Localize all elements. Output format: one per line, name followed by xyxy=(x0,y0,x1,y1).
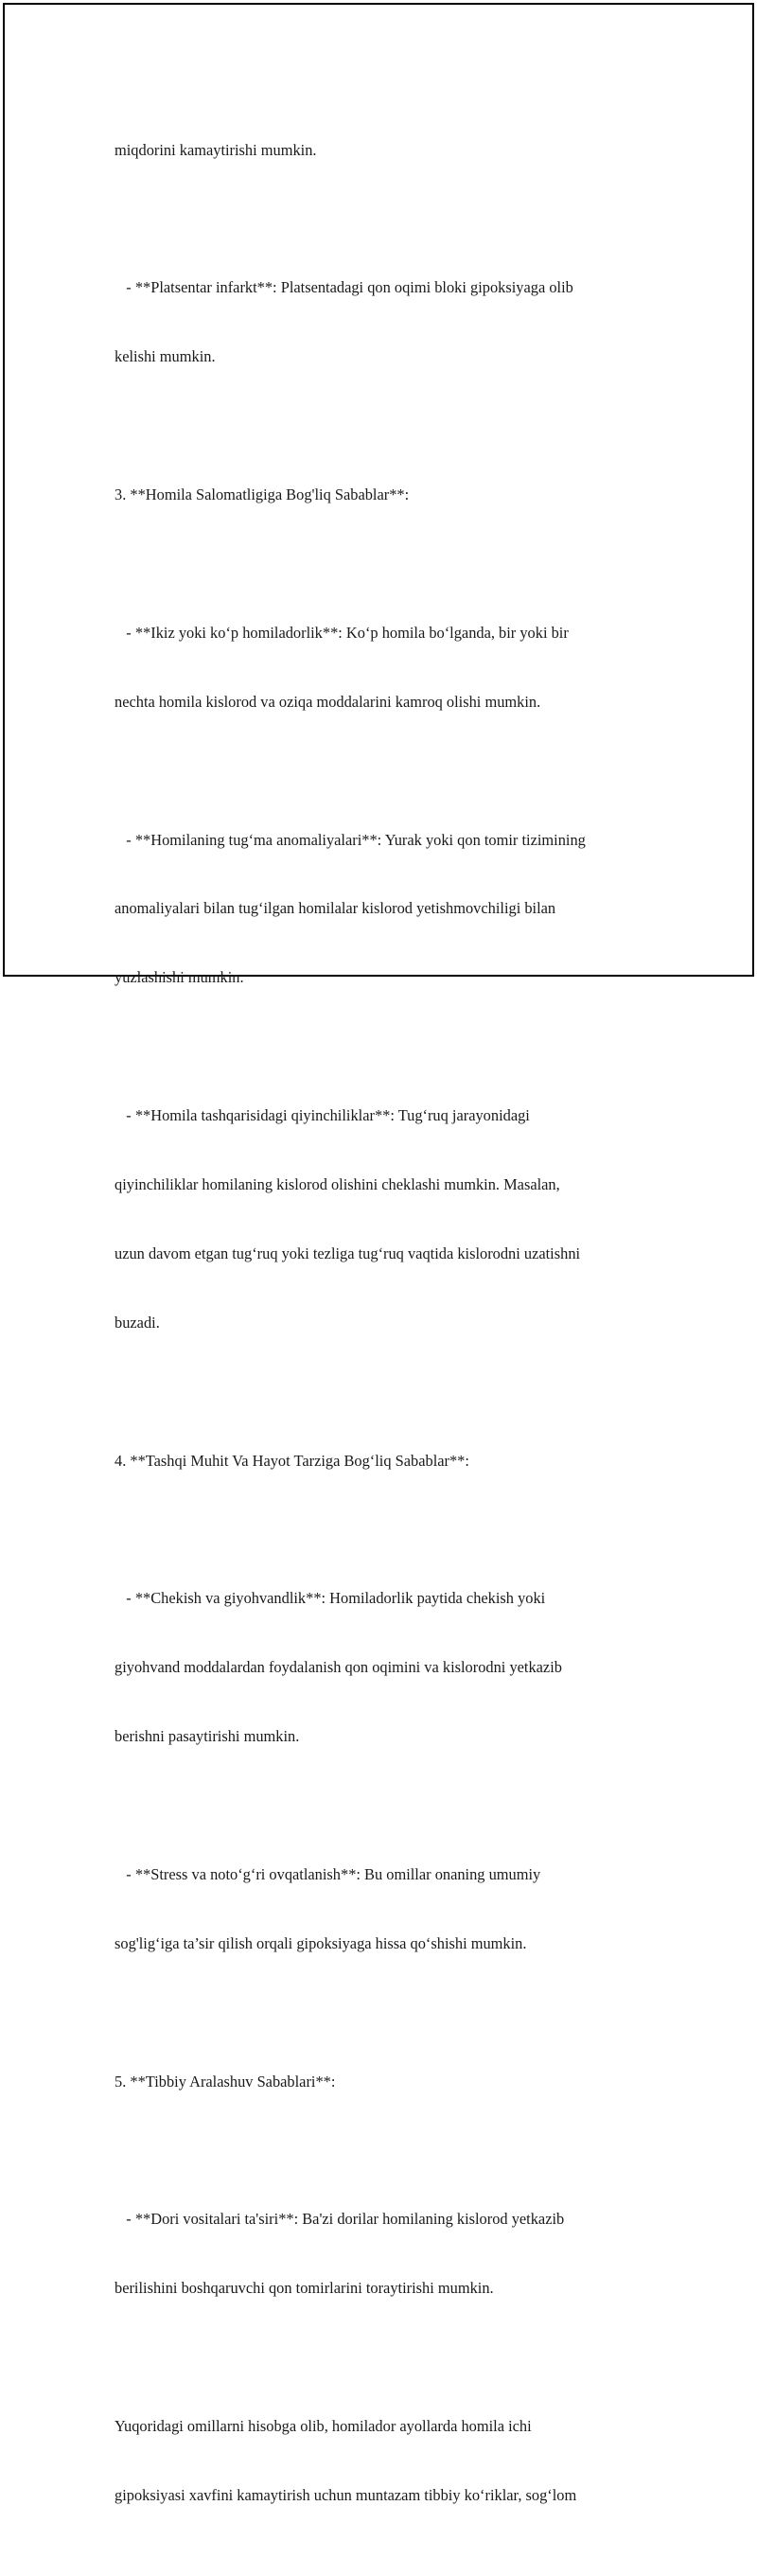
text-line: qiyinchiliklar homilaning kislorod olishini cheklashi mumkin. Masalan, xyxy=(114,1174,560,1193)
text-line: nechta homila kislorod va oziqa moddalarini kamroq olishi mumkin. xyxy=(114,692,541,711)
text-line: giyohvand moddalardan foydalanish qon oqimini va kislorodni yetkazib xyxy=(114,1658,562,1677)
paragraph-ikiz-homiladorlik xyxy=(114,575,663,759)
text-line: 5. **Tibbiy Aralashuv Sabablari**: xyxy=(114,2072,336,2091)
heading-tibbiy-aralashuv xyxy=(114,2024,663,2139)
text-line: miqdorini kamaytirishi mumkin. xyxy=(114,140,317,159)
text-line: sog'lig‘iga ta’sir qilish orqali gipoksiyaga hissa qo‘shishi mumkin. xyxy=(114,1933,527,1952)
paragraph-stress-ovqatlanish xyxy=(114,1817,663,2001)
paragraph-chekish-giyohvandlik xyxy=(114,1542,663,1794)
text-line: uzun davom etgan tug‘ruq yoki tezliga tug‘ruq vaqtida kislorodni uzatishni xyxy=(114,1244,581,1262)
paragraph-intro-continuation xyxy=(114,93,663,207)
paragraph-dori-vositalari xyxy=(114,2162,663,2346)
text-line: 3. **Homila Salomatligiga Bog'liq Sabablar**: xyxy=(114,485,410,504)
heading-homila-salomatligi xyxy=(114,437,663,552)
text-line: kelishi mumkin. xyxy=(114,347,216,366)
text-line: berishni pasaytirishi mumkin. xyxy=(114,1727,300,1746)
page-content xyxy=(114,93,663,2576)
text-line: yuzlashishi mumkin. xyxy=(114,968,244,987)
text-line: berilishini boshqaruvchi qon tomirlarini toraytirishi mumkin. xyxy=(114,2279,494,2298)
text-line: gipoksiyasi xavfini kamaytirish uchun muntazam tibbiy ko‘riklar, sog‘lom xyxy=(114,2485,577,2504)
text-line: - **Stress va noto‘g‘ri ovqatlanish**: Bu omillar onaning umumiy xyxy=(114,1864,541,1883)
text-line: - **Platsentar infarkt**: Platsentadagi qon oqimi bloki gipoksiyaga olib xyxy=(114,278,573,297)
text-line: - **Chekish va giyohvandlik**: Homiladorlik paytida chekish yoki xyxy=(114,1589,546,1608)
text-line: anomaliyalari bilan tug‘ilgan homilalar kislorod yetishmovchiligi bilan xyxy=(114,899,556,918)
text-line: - **Homila tashqarisidagi qiyinchiliklar**: Tug‘ruq jarayonidagi xyxy=(114,1106,530,1125)
paragraph-conclusion xyxy=(114,2369,663,2552)
text-line: - **Dori vositalari ta'siri**: Ba'zi dorilar homilaning kislorod yetkazib xyxy=(114,2210,565,2229)
text-line: - **Homilaning tug‘ma anomaliyalari**: Yurak yoki qon tomir tizimining xyxy=(114,830,586,849)
text-line: buzadi. xyxy=(114,1313,160,1332)
page-frame xyxy=(3,3,754,2504)
paragraph-tashqarisidagi-qiyinchiliklar xyxy=(114,1058,663,1380)
text-line: - **Ikiz yoki ko‘p homiladorlik**: Ko‘p homila bo‘lganda, bir yoki bir xyxy=(114,623,569,642)
heading-tashqi-muhit xyxy=(114,1403,663,1518)
paragraph-platsentar-infarkt xyxy=(114,231,663,415)
text-line: 4. **Tashqi Muhit Va Hayot Tarziga Bog‘liq Sabablar**: xyxy=(114,1451,469,1470)
paragraph-tugma-anomaliyalar xyxy=(114,783,663,1035)
text-line: Yuqoridagi omillarni hisobga olib, homilador ayollarda homila ichi xyxy=(114,2416,532,2435)
